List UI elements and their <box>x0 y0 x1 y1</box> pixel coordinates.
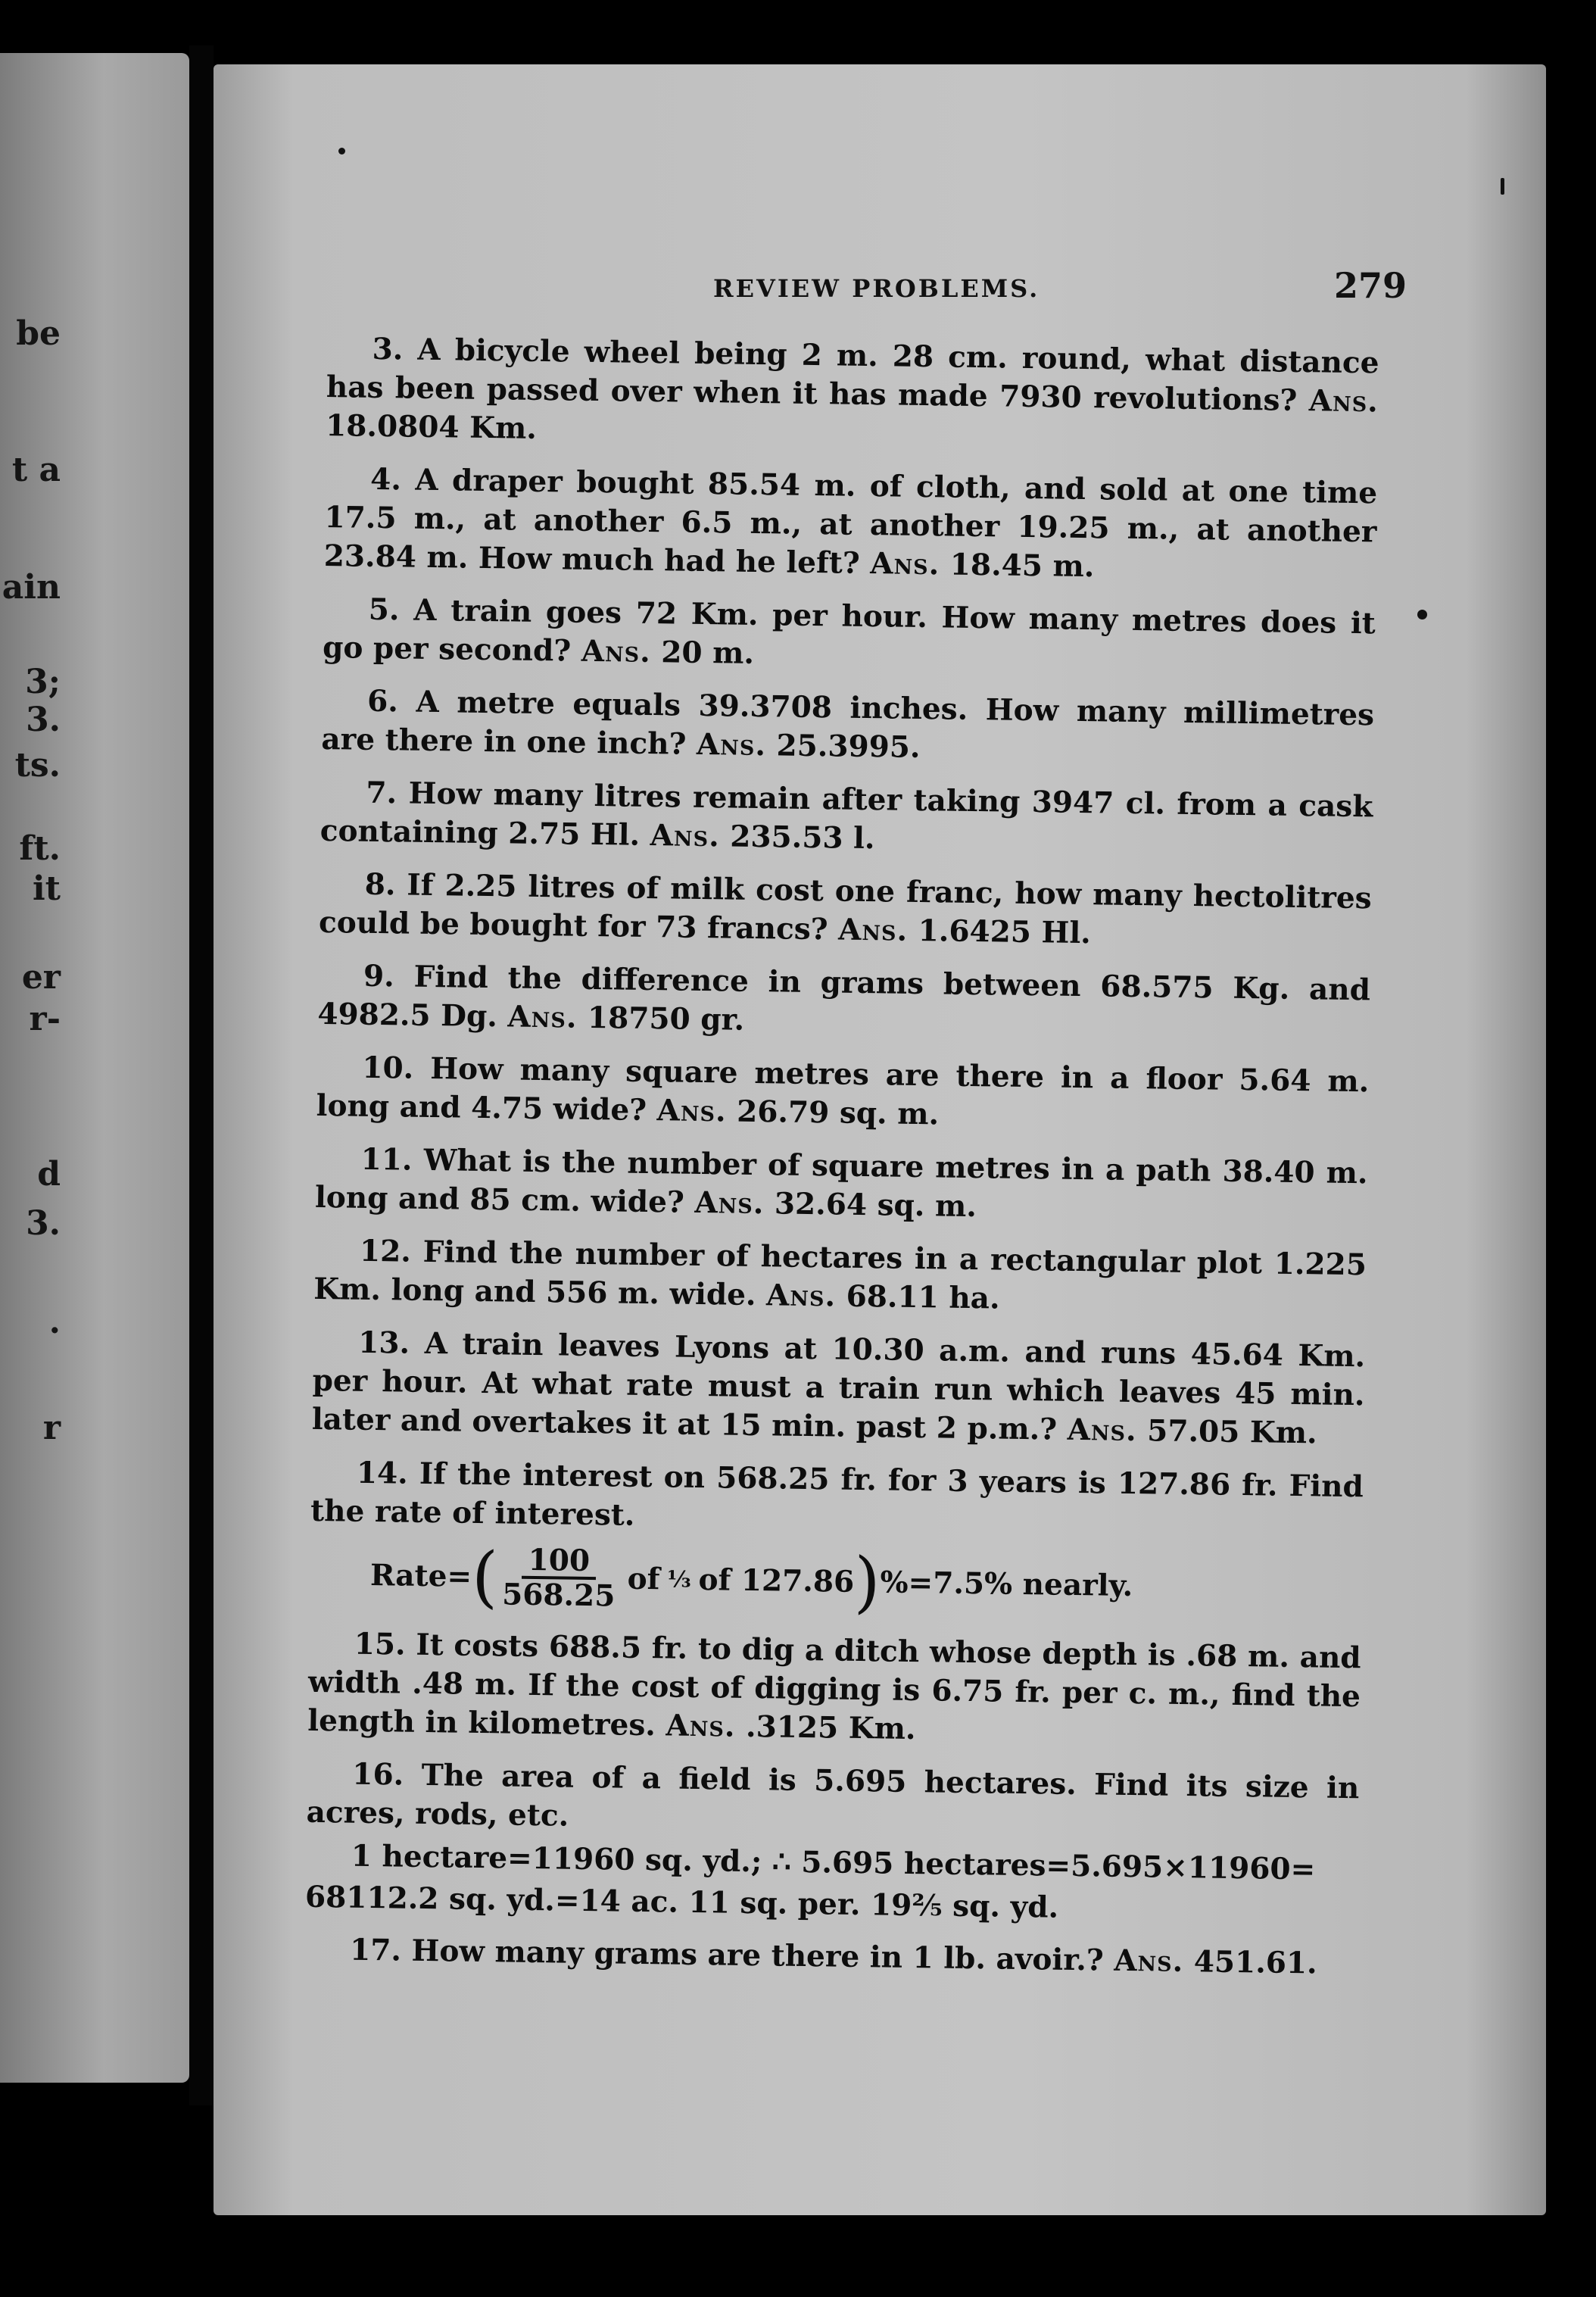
answer-value: 451.61. <box>1193 1944 1317 1981</box>
problem-text: 11. What is the number of square metres in a path 38.40 m. long and 85 cm. wide? <box>314 1141 1368 1220</box>
answer-value: 57.05 Km. <box>1146 1413 1317 1451</box>
answer-label: Ans. <box>696 726 767 763</box>
formula-rest: of 127.86 <box>698 1562 855 1599</box>
answer-value: 18750 gr. <box>587 1000 745 1038</box>
problem-3 <box>326 329 1379 460</box>
page-body <box>304 329 1379 1998</box>
answer-value: 18.45 m. <box>949 547 1095 585</box>
book-gutter <box>189 45 214 2105</box>
problem-text: 12. Find the number of hectares in a rectangular plot 1.225 Km. long and 556 m. wide. <box>313 1233 1367 1313</box>
answer-value: 32.64 sq. m. <box>774 1186 977 1225</box>
facing-page-fragment: 3. <box>26 1204 61 1243</box>
problem-5 <box>323 590 1376 682</box>
book-page <box>214 64 1546 2215</box>
running-head: REVIEW PROBLEMS. <box>713 274 1040 303</box>
facing-page-fragment: it <box>32 869 61 908</box>
formula-lead: Rate= <box>369 1557 472 1594</box>
facing-page-fragment: 3; <box>25 663 61 701</box>
problem-17 <box>304 1930 1358 1983</box>
problem-text: 9. Find the difference in grams between 68.575 Kg. and 4982.5 Dg. <box>317 958 1371 1035</box>
facing-page-fragment: ft. <box>19 829 61 868</box>
answer-value: 235.53 l. <box>729 819 875 857</box>
problem-text: 7. How many litres remain after taking 3947 cl. from a cask containing 2.75 Hl. <box>320 775 1373 853</box>
answer-value: 26.79 sq. m. <box>736 1094 940 1132</box>
formula-small-fraction: ⅓ <box>667 1565 691 1593</box>
problem-4 <box>323 460 1377 590</box>
problem-16 <box>306 1755 1359 1846</box>
formula-of-word: of <box>627 1561 660 1596</box>
facing-page-fragment: ain <box>2 568 61 607</box>
rate-formula <box>369 1537 1362 1622</box>
answer-label: Ans. <box>869 546 940 582</box>
answer-value: 18.0804 Km. <box>325 407 538 446</box>
answer-value: .3125 Km. <box>745 1709 916 1747</box>
problem-15 <box>307 1624 1361 1755</box>
problem-text: 6. A metre equals 39.3708 inches. How many millimetres are there in one inch? <box>321 683 1375 762</box>
answer-label: Ans. <box>837 912 909 948</box>
left-paren-glyph: ( <box>471 1537 499 1616</box>
problem-text: 8. If 2.25 litres of milk cost one franc, how many hectolitres could be bought for 73 francs? <box>318 866 1372 947</box>
facing-page-fragment: t a <box>11 451 61 489</box>
problem-text: 16. The area of a field is 5.695 hectares. Find its size in acres, rods, etc. <box>306 1756 1360 1834</box>
problem-text: 5. A train goes 72 Km. per hour. How many metres does it go per second? <box>322 591 1376 669</box>
problem-text: 14. If the interest on 568.25 fr. for 3 years is 127.86 fr. Find the rate of interest. <box>310 1455 1364 1533</box>
problem-text: 13. A train leaves Lyons at 10.30 a.m. and runs 45.64 Km. per hour. At what rate must a train run which leaves 45 min. later and overtakes it at 15 min. past 2 p.m.? <box>311 1325 1366 1447</box>
answer-label: Ans. <box>1113 1943 1184 1980</box>
answer-value: 20 m. <box>661 635 755 671</box>
answer-label: Ans. <box>656 1093 727 1129</box>
page-number: 279 <box>1334 265 1407 306</box>
ink-speck <box>1417 610 1427 620</box>
problem-text: 15. It costs 688.5 fr. to dig a ditch whose depth is .68 m. and width .48 m. If the cost of digging is 6.75 fr. per c. m., find the length in kilometres. <box>307 1626 1361 1743</box>
answer-label: Ans. <box>1067 1412 1137 1449</box>
facing-page <box>0 53 189 2083</box>
problem-text: 10. How many square metres are there in a floor 5.64 m. long and 4.75 wide? <box>316 1050 1370 1128</box>
answer-label: Ans. <box>650 818 721 854</box>
facing-page-fragment: . <box>48 1303 61 1341</box>
facing-page-fragment: ts. <box>14 746 61 785</box>
answer-label: Ans. <box>694 1184 765 1222</box>
facing-page-fragment: r <box>42 1409 61 1447</box>
right-paren-glyph: ) <box>853 1542 881 1621</box>
calculation-line: 1 hectare=11960 sq. yd.; ∴ 5.695 hectares=5.695×11960= <box>351 1838 1316 1887</box>
calculation-line: 68112.2 sq. yd.=14 ac. 11 sq. per. 19⅖ sq. yd. <box>304 1879 1059 1925</box>
formula-fraction <box>502 1543 616 1612</box>
fraction-denominator: 568.25 <box>501 1577 616 1614</box>
facing-page-fragment: r- <box>29 1000 61 1038</box>
facing-page-fragment: 3. <box>26 701 61 739</box>
fraction-numerator: 100 <box>522 1544 596 1580</box>
ink-speck <box>1501 178 1504 195</box>
problem-12 <box>313 1231 1367 1323</box>
answer-value: 1.6425 Hl. <box>918 913 1092 951</box>
answer-label: Ans. <box>1308 383 1379 420</box>
answer-label: Ans. <box>666 1708 736 1744</box>
problem-8 <box>319 865 1372 957</box>
facing-page-fragment: be <box>16 314 61 353</box>
problem-7 <box>320 773 1373 865</box>
problem-9 <box>317 957 1370 1048</box>
answer-label: Ans. <box>507 999 578 1035</box>
ink-speck <box>338 148 345 154</box>
problem-text: 4. A draper bought 85.54 m. of cloth, and sold at one time 17.5 m., at another 6.5 m., at another 19.25 m., at another 23.84 m. How much had he left? <box>323 461 1378 581</box>
answer-value: 25.3995. <box>776 728 921 765</box>
problem-text: 3. A bicycle wheel being 2 m. 28 cm. round, what distance has been passed over when it has made 7930 revolutions? <box>326 331 1379 418</box>
problem-13 <box>312 1323 1366 1453</box>
problem-6 <box>321 682 1374 773</box>
answer-label: Ans. <box>581 633 652 670</box>
answer-label: Ans. <box>765 1278 837 1314</box>
answer-value: 68.11 ha. <box>846 1278 1000 1316</box>
problem-10 <box>316 1048 1369 1140</box>
problem-text: 17. How many grams are there in 1 lb. avoir.? <box>349 1932 1105 1978</box>
facing-page-fragment: er <box>21 958 61 997</box>
facing-page-fragment: d <box>37 1155 61 1194</box>
formula-tail: %=7.5% nearly. <box>880 1564 1133 1603</box>
page-header <box>214 265 1546 318</box>
problem-14 <box>310 1453 1364 1545</box>
problem-11 <box>315 1140 1368 1231</box>
